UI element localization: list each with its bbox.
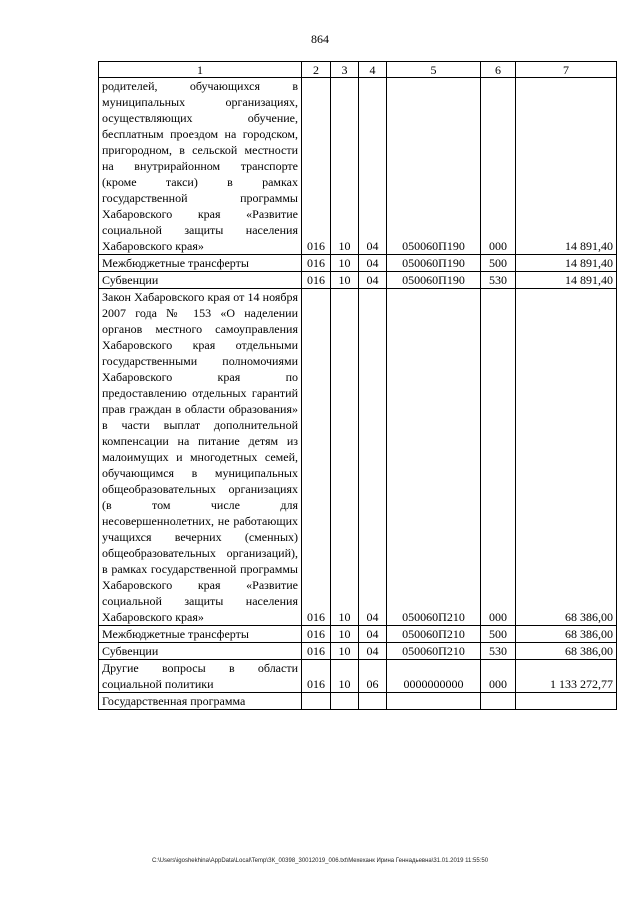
code-cell: 10 [331, 643, 359, 660]
code-cell [387, 693, 481, 710]
row-name-cell: Субвенции [99, 643, 302, 660]
code-cell: 000 [481, 78, 516, 255]
code-cell: 016 [302, 660, 331, 693]
table-row [99, 255, 617, 272]
code-cell: 04 [359, 78, 387, 255]
code-cell: 500 [481, 255, 516, 272]
code-cell: 050060П210 [387, 289, 481, 626]
table-row [99, 289, 617, 626]
code-cell [481, 693, 516, 710]
code-cell: 10 [331, 78, 359, 255]
code-cell: 016 [302, 643, 331, 660]
code-cell: 10 [331, 660, 359, 693]
code-cell: 016 [302, 272, 331, 289]
amount-cell [516, 693, 617, 710]
code-cell: 04 [359, 626, 387, 643]
row-name-cell: Закон Хабаровского края от 14 ноября 2007 года № 153 «О наделении органов местного самоуправления Хабаровского края отдельными государственными полномочиями Хабаровского края по предоставлению отдельных гарантий прав граждан в области образования» в части выплат дополнительной компенсации на питание детям из малоимущих и многодетных семей, обучающимся в муниципальных общеобразовательных организациях (в том числе для несовершеннолетних, не работающих учащихся вечерних (сменных) общеобразовательных организаций), в рамках государственной программы Хабаровского края «Развитие социальной защиты населения Хабаровского края» [99, 289, 302, 626]
code-cell: 016 [302, 289, 331, 626]
code-cell [359, 693, 387, 710]
code-cell: 10 [331, 289, 359, 626]
code-cell: 050060П190 [387, 78, 481, 255]
row-name-cell: Государственная программа [99, 693, 302, 710]
row-name-cell: Межбюджетные трансферты [99, 255, 302, 272]
column-header: 7 [516, 62, 617, 78]
row-name-cell: Другие вопросы в области социальной политики [99, 660, 302, 693]
code-cell: 06 [359, 660, 387, 693]
column-header: 1 [99, 62, 302, 78]
code-cell [302, 693, 331, 710]
code-cell: 050060П190 [387, 272, 481, 289]
column-header: 2 [302, 62, 331, 78]
row-name-cell: Межбюджетные трансферты [99, 626, 302, 643]
row-name-cell: Субвенции [99, 272, 302, 289]
code-cell: 500 [481, 626, 516, 643]
row-name-cell: родителей, обучающихся в муниципальных организациях, осуществляющих обучение, бесплатным проездом на городском, пригородном, в сельской местности на внутрирайонном транспорте (кроме такси) в рамках государственной программы Хабаровского края «Развитие социальной защиты населения Хабаровского края» [99, 78, 302, 255]
amount-cell: 14 891,40 [516, 272, 617, 289]
amount-cell: 14 891,40 [516, 78, 617, 255]
page-number: 864 [311, 32, 329, 46]
column-header: 3 [331, 62, 359, 78]
code-cell: 04 [359, 289, 387, 626]
code-cell: 016 [302, 626, 331, 643]
table-row [99, 78, 617, 255]
code-cell: 000 [481, 289, 516, 626]
code-cell: 530 [481, 643, 516, 660]
code-cell [331, 693, 359, 710]
amount-cell: 68 386,00 [516, 643, 617, 660]
amount-cell: 68 386,00 [516, 289, 617, 626]
code-cell: 04 [359, 272, 387, 289]
code-cell: 10 [331, 272, 359, 289]
code-cell: 050060П210 [387, 643, 481, 660]
code-cell: 050060П190 [387, 255, 481, 272]
table-row [99, 693, 617, 710]
table-row [99, 272, 617, 289]
code-cell: 04 [359, 643, 387, 660]
code-cell: 000 [481, 660, 516, 693]
table-row [99, 643, 617, 660]
code-cell: 050060П210 [387, 626, 481, 643]
code-cell: 10 [331, 626, 359, 643]
amount-cell: 14 891,40 [516, 255, 617, 272]
code-cell: 04 [359, 255, 387, 272]
table-row [99, 660, 617, 693]
budget-table [98, 61, 617, 710]
amount-cell: 1 133 272,77 [516, 660, 617, 693]
code-cell: 0000000000 [387, 660, 481, 693]
column-header: 5 [387, 62, 481, 78]
column-header: 4 [359, 62, 387, 78]
table-row [99, 626, 617, 643]
footer-file-path: C:\Users\igoshekhina\AppData\Local\Temp\ЗК_00398_30012019_006.txt\Мехеханк Ирина Геннадьевна\31.01.2019 11:55:50 [151, 858, 489, 864]
code-cell: 016 [302, 255, 331, 272]
table-header-row [99, 62, 617, 78]
code-cell: 016 [302, 78, 331, 255]
code-cell: 10 [331, 255, 359, 272]
code-cell: 530 [481, 272, 516, 289]
amount-cell: 68 386,00 [516, 626, 617, 643]
column-header: 6 [481, 62, 516, 78]
